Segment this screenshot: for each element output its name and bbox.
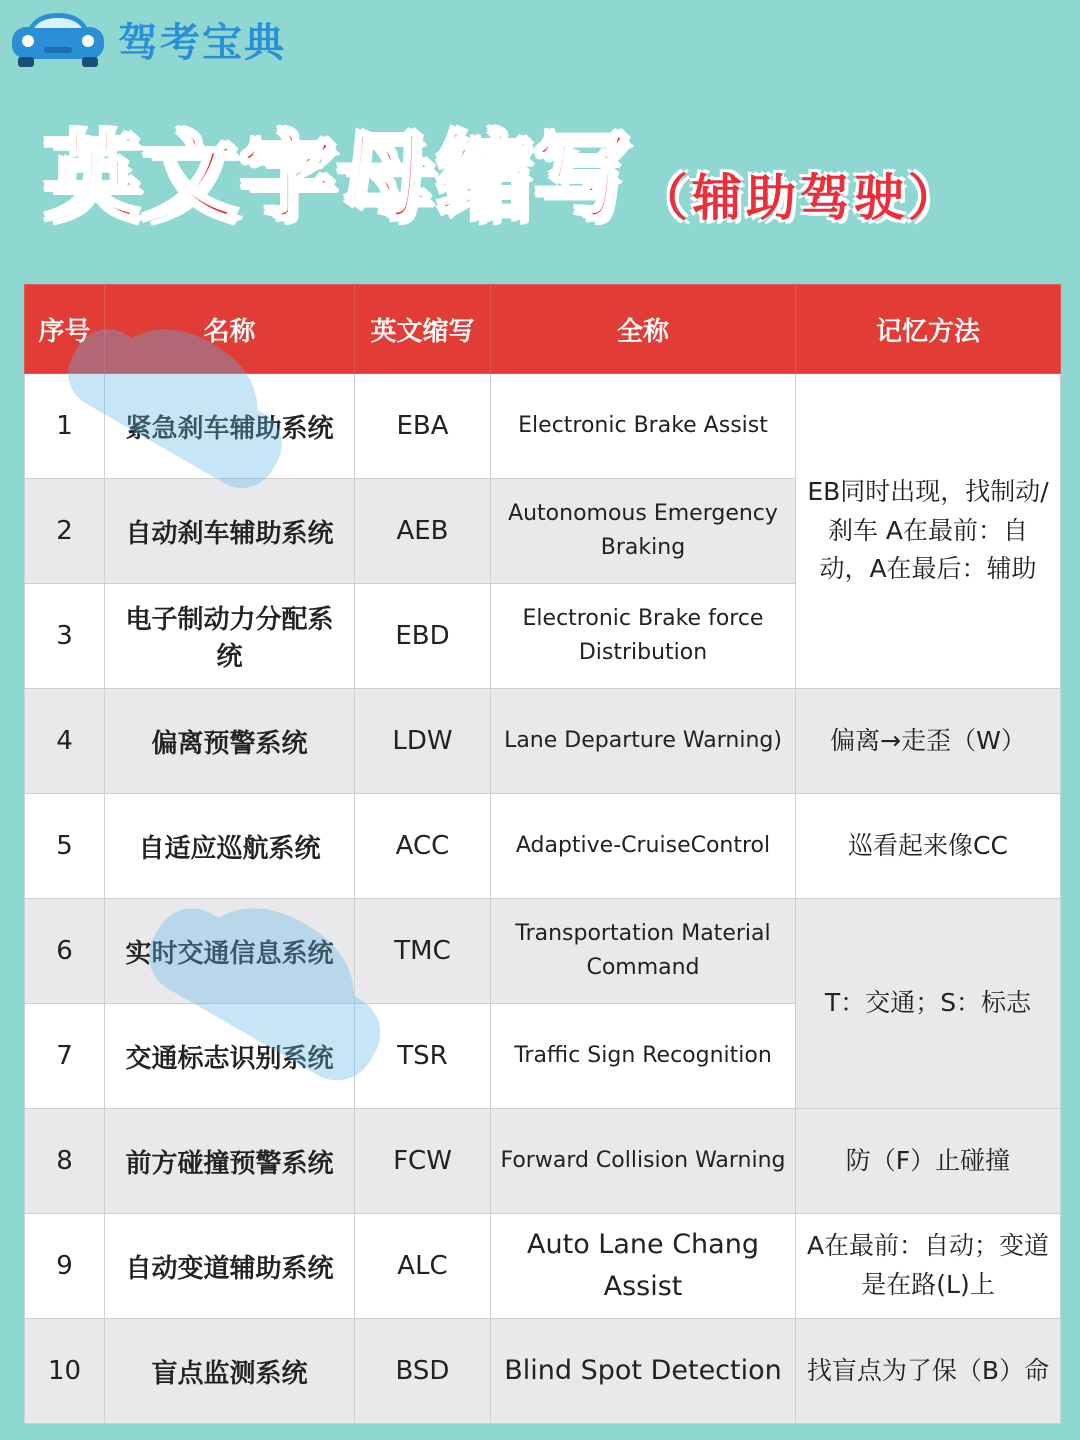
full-name: Electronic Brake force Distribution xyxy=(491,584,796,689)
row-number: 3 xyxy=(25,584,105,689)
system-name: 电子制动力分配系统 xyxy=(105,584,355,689)
title-main: 英文字母缩写 xyxy=(44,121,632,233)
full-name: Auto Lane Chang Assist xyxy=(491,1214,796,1319)
row-number: 6 xyxy=(25,899,105,1004)
abbreviation: TSR xyxy=(355,1004,491,1109)
memory-method: 巡看起来像CC xyxy=(796,794,1061,899)
row-number: 4 xyxy=(25,689,105,794)
full-name: Blind Spot Detection xyxy=(491,1319,796,1424)
abbreviation: ACC xyxy=(355,794,491,899)
page-title xyxy=(44,108,962,238)
system-name: 交通标志识别系统 xyxy=(105,1004,355,1109)
abbreviation: EBD xyxy=(355,584,491,689)
full-name: Autonomous Emergency Braking xyxy=(491,479,796,584)
brand-logo xyxy=(10,6,286,72)
system-name: 自适应巡航系统 xyxy=(105,794,355,899)
full-name: Traffic Sign Recognition xyxy=(491,1004,796,1109)
header-abbr: 英文缩写 xyxy=(355,285,491,374)
abbreviation: TMC xyxy=(355,899,491,1004)
abbreviation: EBA xyxy=(355,374,491,479)
header-memo: 记忆方法 xyxy=(796,285,1061,374)
row-number: 10 xyxy=(25,1319,105,1424)
table-header-row xyxy=(25,285,1061,374)
memory-method: EB同时出现，找制动/刹车 A在最前：自动，A在最后：辅助 xyxy=(796,374,1061,689)
system-name: 紧急刹车辅助系统 xyxy=(105,374,355,479)
abbreviation: FCW xyxy=(355,1109,491,1214)
row-number: 7 xyxy=(25,1004,105,1109)
full-name: Electronic Brake Assist xyxy=(491,374,796,479)
abbreviation: ALC xyxy=(355,1214,491,1319)
system-name: 盲点监测系统 xyxy=(105,1319,355,1424)
table-row xyxy=(25,899,1061,1004)
table-row xyxy=(25,794,1061,899)
table-row xyxy=(25,689,1061,794)
table-row xyxy=(25,1214,1061,1319)
memory-method: T：交通；S：标志 xyxy=(796,899,1061,1109)
table-row xyxy=(25,1109,1061,1214)
memory-method: 偏离→走歪（W） xyxy=(796,689,1061,794)
car-icon xyxy=(10,9,106,69)
row-number: 9 xyxy=(25,1214,105,1319)
system-name: 实时交通信息系统 xyxy=(105,899,355,1004)
header-name: 名称 xyxy=(105,285,355,374)
abbreviation: LDW xyxy=(355,689,491,794)
row-number: 2 xyxy=(25,479,105,584)
title-sub: （辅助驾驶） xyxy=(638,169,962,227)
full-name: Forward Collision Warning xyxy=(491,1109,796,1214)
table-row xyxy=(25,1319,1061,1424)
abbreviation: AEB xyxy=(355,479,491,584)
abbreviation: BSD xyxy=(355,1319,491,1424)
system-name: 自动变道辅助系统 xyxy=(105,1214,355,1319)
brand-name: 驾考宝典 xyxy=(118,19,286,66)
abbreviation-table xyxy=(24,284,1061,1424)
memory-method: 防（F）止碰撞 xyxy=(796,1109,1061,1214)
full-name: Lane Departure Warning) xyxy=(491,689,796,794)
table-row xyxy=(25,374,1061,479)
memory-method: 找盲点为了保（B）命 xyxy=(796,1319,1061,1424)
full-name: Adaptive-CruiseControl xyxy=(491,794,796,899)
system-name: 偏离预警系统 xyxy=(105,689,355,794)
system-name: 前方碰撞预警系统 xyxy=(105,1109,355,1214)
row-number: 5 xyxy=(25,794,105,899)
system-name: 自动刹车辅助系统 xyxy=(105,479,355,584)
header-no: 序号 xyxy=(25,285,105,374)
row-number: 1 xyxy=(25,374,105,479)
full-name: Transportation Material Command xyxy=(491,899,796,1004)
memory-method: A在最前：自动；变道是在路(L)上 xyxy=(796,1214,1061,1319)
row-number: 8 xyxy=(25,1109,105,1214)
header-full: 全称 xyxy=(491,285,796,374)
